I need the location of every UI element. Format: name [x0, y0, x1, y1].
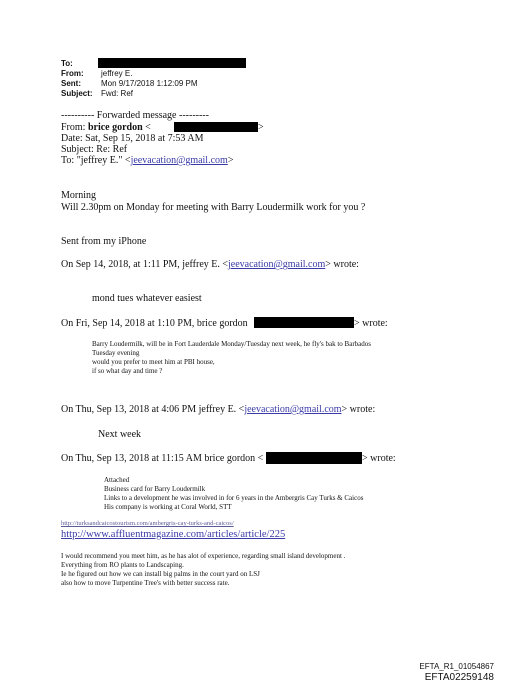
- bates-code-1: EFTA_R1_01054867: [419, 662, 494, 671]
- redaction-box: [98, 58, 246, 68]
- quote2-line: Tuesday evening: [92, 349, 140, 357]
- quote4-line: Links to a development he was involved in for 6 years in the Ambergris Cay Turks & Caicos: [104, 494, 364, 502]
- quote4-line: Attached: [104, 476, 130, 484]
- forward-date: Date: Sat, Sep 15, 2018 at 7:53 AM: [61, 133, 204, 144]
- header-subject: [61, 89, 133, 98]
- redaction-box: [254, 317, 354, 328]
- from-value: jeffrey E.: [101, 69, 133, 78]
- quote4-line: His company is working at Coral World, STT: [104, 503, 232, 511]
- quote2-line: would you prefer to meet him at PBI house,: [92, 358, 215, 366]
- forward-to: To: "jeffrey E." <jeevacation@gmail.com>: [61, 155, 234, 166]
- to-label: To:: [61, 59, 73, 68]
- sent-label: Sent:: [61, 79, 81, 88]
- redaction-box: [266, 452, 362, 464]
- quote1-header: On Sep 14, 2018, at 1:11 PM, jeffrey E. <jeevacation@gmail.com> wrote:: [61, 259, 359, 270]
- forward-from: From: brice gordon <: [61, 122, 151, 133]
- greeting: Morning: [61, 190, 96, 201]
- forward-subject: Subject: Re: Ref: [61, 144, 128, 155]
- closing-line: also how to move Turpentine Tree's with better success rate.: [61, 579, 230, 587]
- email-link[interactable]: jeevacation@gmail.com: [130, 155, 228, 166]
- subject-value: Fwd: Ref: [101, 89, 134, 98]
- subject-label: Subject:: [61, 89, 93, 98]
- quote3-header: On Thu, Sep 13, 2018 at 4:06 PM jeffrey E. <jeevacation@gmail.com> wrote:: [61, 404, 376, 415]
- bates-code-2: EFTA02259148: [424, 672, 494, 683]
- quote2-line: Barry Loudermilk, will be in Fort Lauderdale Monday/Tuesday next week, he fly's bak to Barbados: [92, 340, 371, 348]
- header-from: [61, 69, 132, 78]
- closing-line: Ie he figured out how we can install big palms in the court yard on LSJ: [61, 570, 260, 578]
- quote4-header: On Thu, Sep 13, 2018 at 11:15 AM brice gordon <: [61, 453, 264, 464]
- email-link[interactable]: jeevacation@gmail.com: [244, 404, 342, 415]
- signature: Sent from my iPhone: [61, 236, 147, 247]
- email-link[interactable]: jeevacation@gmail.com: [228, 259, 326, 270]
- tourism-link[interactable]: http://turksandcaicostourism.com/ambergris-cay-turks-and-caicos/: [61, 520, 234, 527]
- forward-from-name: brice gordon: [87, 122, 143, 133]
- meeting-question: Will 2.30pm on Monday for meeting with Barry Loudermilk work for you ?: [61, 202, 366, 213]
- forward-banner: ---------- Forwarded message ---------: [61, 110, 209, 121]
- header-sent: [61, 79, 198, 88]
- quote4-line: Business card for Barry Loudermilk: [104, 485, 206, 493]
- from-label: From:: [61, 69, 84, 78]
- quote3-reply: Next week: [98, 429, 142, 440]
- sent-value: Mon 9/17/2018 1:12:09 PM: [101, 79, 198, 88]
- closing-line: I would recommend you meet him, as he has alot of experience, regarding small island development .: [61, 552, 346, 560]
- quote2-line: if so what day and time ?: [92, 367, 163, 375]
- closing-line: Everything from RO plants to Landscaping.: [61, 561, 184, 569]
- affluent-magazine-link[interactable]: http://www.affluentmagazine.com/articles/article/225: [61, 529, 286, 540]
- quote2-header: On Fri, Sep 14, 2018 at 1:10 PM, brice gordon: [61, 318, 248, 329]
- header-to: [61, 59, 101, 68]
- quote1-reply: mond tues whatever easiest: [92, 293, 202, 304]
- redaction-box: [174, 122, 258, 132]
